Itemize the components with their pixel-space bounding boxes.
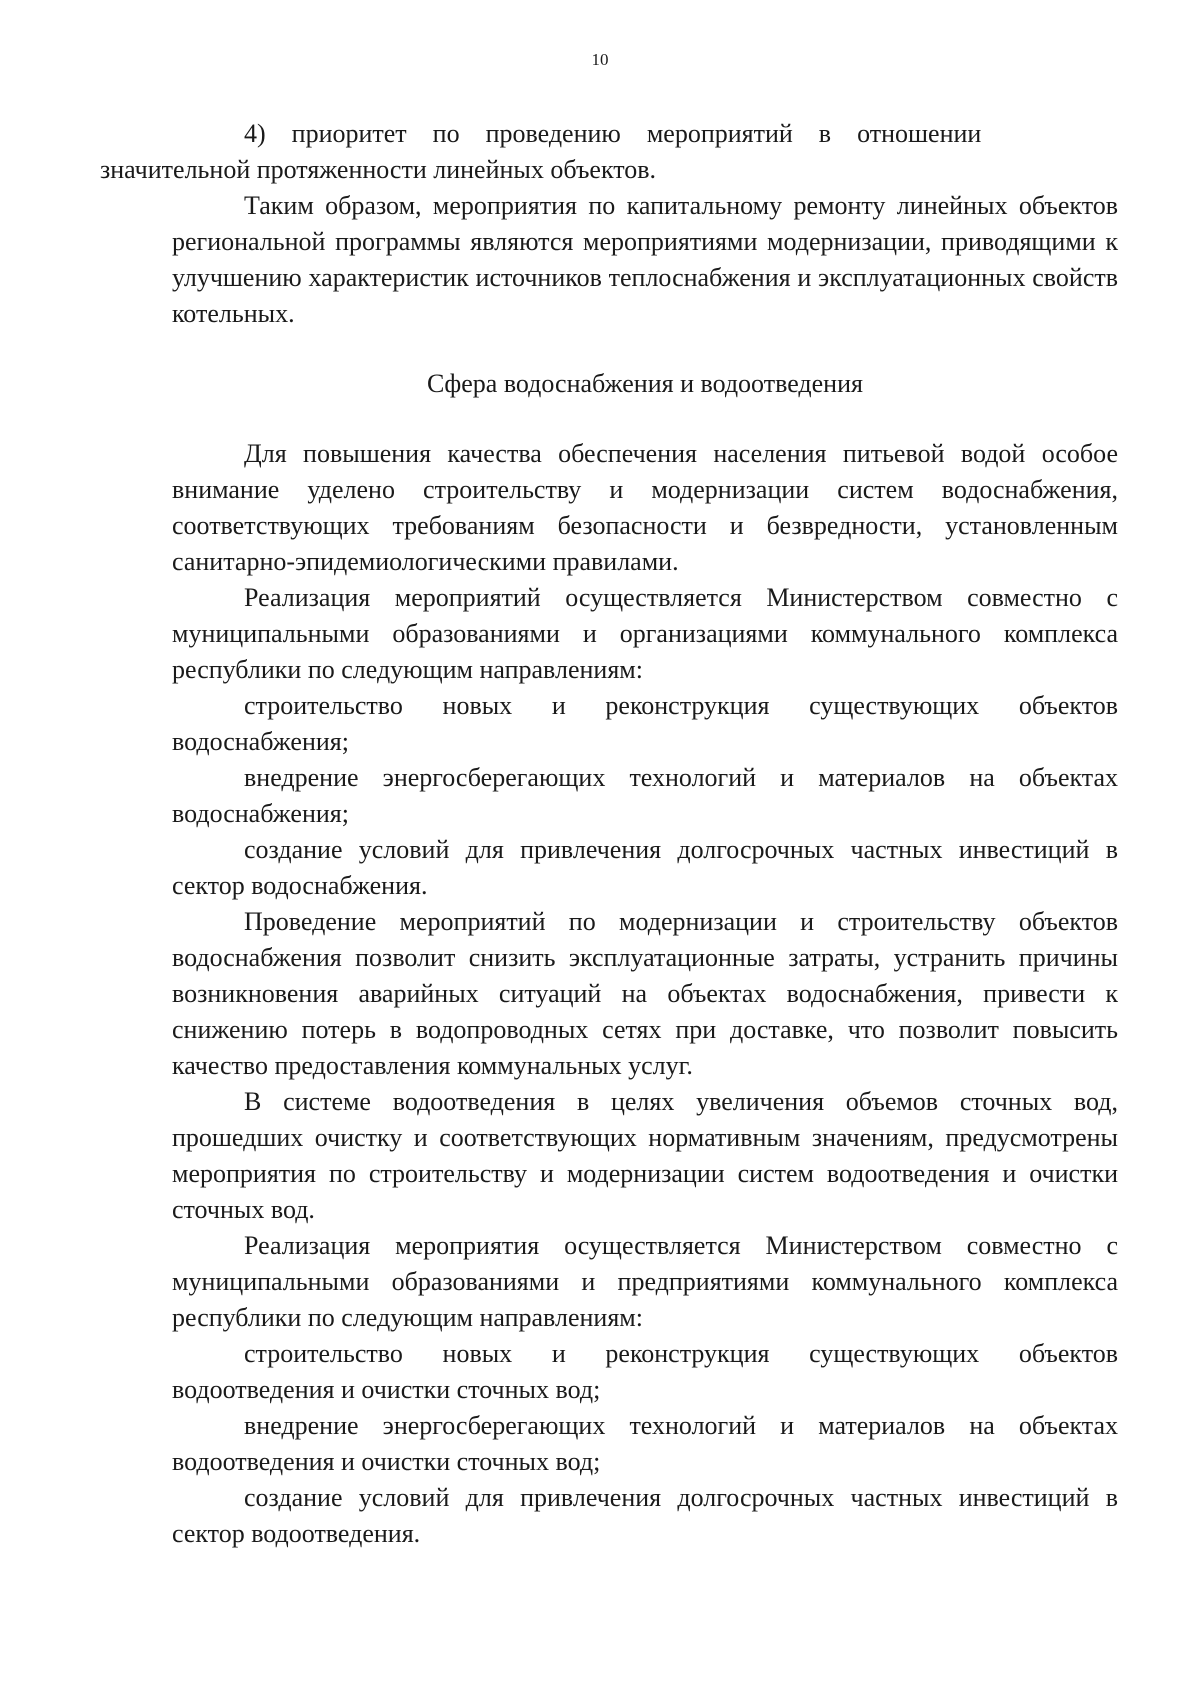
paragraph-direction-investment-wastewater: создание условий для привлечения долгосрочных частных инвестиций в сектор водоотведения. xyxy=(172,1483,1118,1548)
paragraph-modernization-effect: Проведение мероприятий по модернизации и строительству объектов водоснабжения позволит снизить эксплуатационные затраты, устранить причины возникновения аварийных ситуаций на объектах водоснабжения, привести к снижению потерь в водопроводных сетях при доставке, что позволит повысить качество предоставления коммунальных услуг. xyxy=(172,907,1118,1080)
paragraph-priority-line1: 4) приоритет по проведению мероприятий в отношении xyxy=(244,119,982,148)
paragraph-direction-energy-water: внедрение энергосберегающих технологий и материалов на объектах водоснабжения; xyxy=(172,763,1118,828)
section-heading: Сфера водоснабжения и водоотведения xyxy=(427,369,863,398)
paragraph-conclusion: Таким образом, мероприятия по капитальному ремонту линейных объектов региональной программы являются мероприятиями модернизации, приводящими к улучшению характеристик источников теплоснабжения и эксплуатационных свойств котельных. xyxy=(172,191,1118,328)
paragraph-direction-investment-water: создание условий для привлечения долгосрочных частных инвестиций в сектор водоснабжения. xyxy=(172,835,1118,900)
paragraph-implementation-water: Реализация мероприятий осуществляется Министерством совместно с муниципальными образованиями и организациями коммунального комплекса республики по следующим направлениям: xyxy=(172,583,1118,684)
paragraph-priority-line2: значительной протяженности линейных объектов. xyxy=(100,155,657,184)
paragraph-implementation-wastewater: Реализация мероприятия осуществляется Министерством совместно с муниципальными образованиями и предприятиями коммунального комплекса республики по следующим направлениям: xyxy=(172,1231,1118,1332)
paragraph-priority-item xyxy=(100,116,1118,188)
paragraph-direction-construction-water: строительство новых и реконструкция существующих объектов водоснабжения; xyxy=(172,691,1118,756)
page-number: 10 xyxy=(591,50,609,69)
paragraph-direction-energy-wastewater: внедрение энергосберегающих технологий и материалов на объектах водоотведения и очистки сточных вод; xyxy=(172,1411,1118,1476)
paragraph-wastewater-system: В системе водоотведения в целях увеличения объемов сточных вод, прошедших очистку и соответствующих нормативным значениям, предусмотрены мероприятия по строительству и модернизации систем водоотведения и очистки сточных вод. xyxy=(172,1087,1118,1224)
paragraph-direction-construction-wastewater: строительство новых и реконструкция существующих объектов водоотведения и очистки сточных вод; xyxy=(172,1339,1118,1404)
paragraph-water-quality: Для повышения качества обеспечения населения питьевой водой особое внимание уделено строительству и модернизации систем водоснабжения, соответствующих требованиям безопасности и безвредности, установленным санитарно-эпидемиологическими правилами. xyxy=(172,439,1118,576)
document-body xyxy=(100,116,1118,1552)
